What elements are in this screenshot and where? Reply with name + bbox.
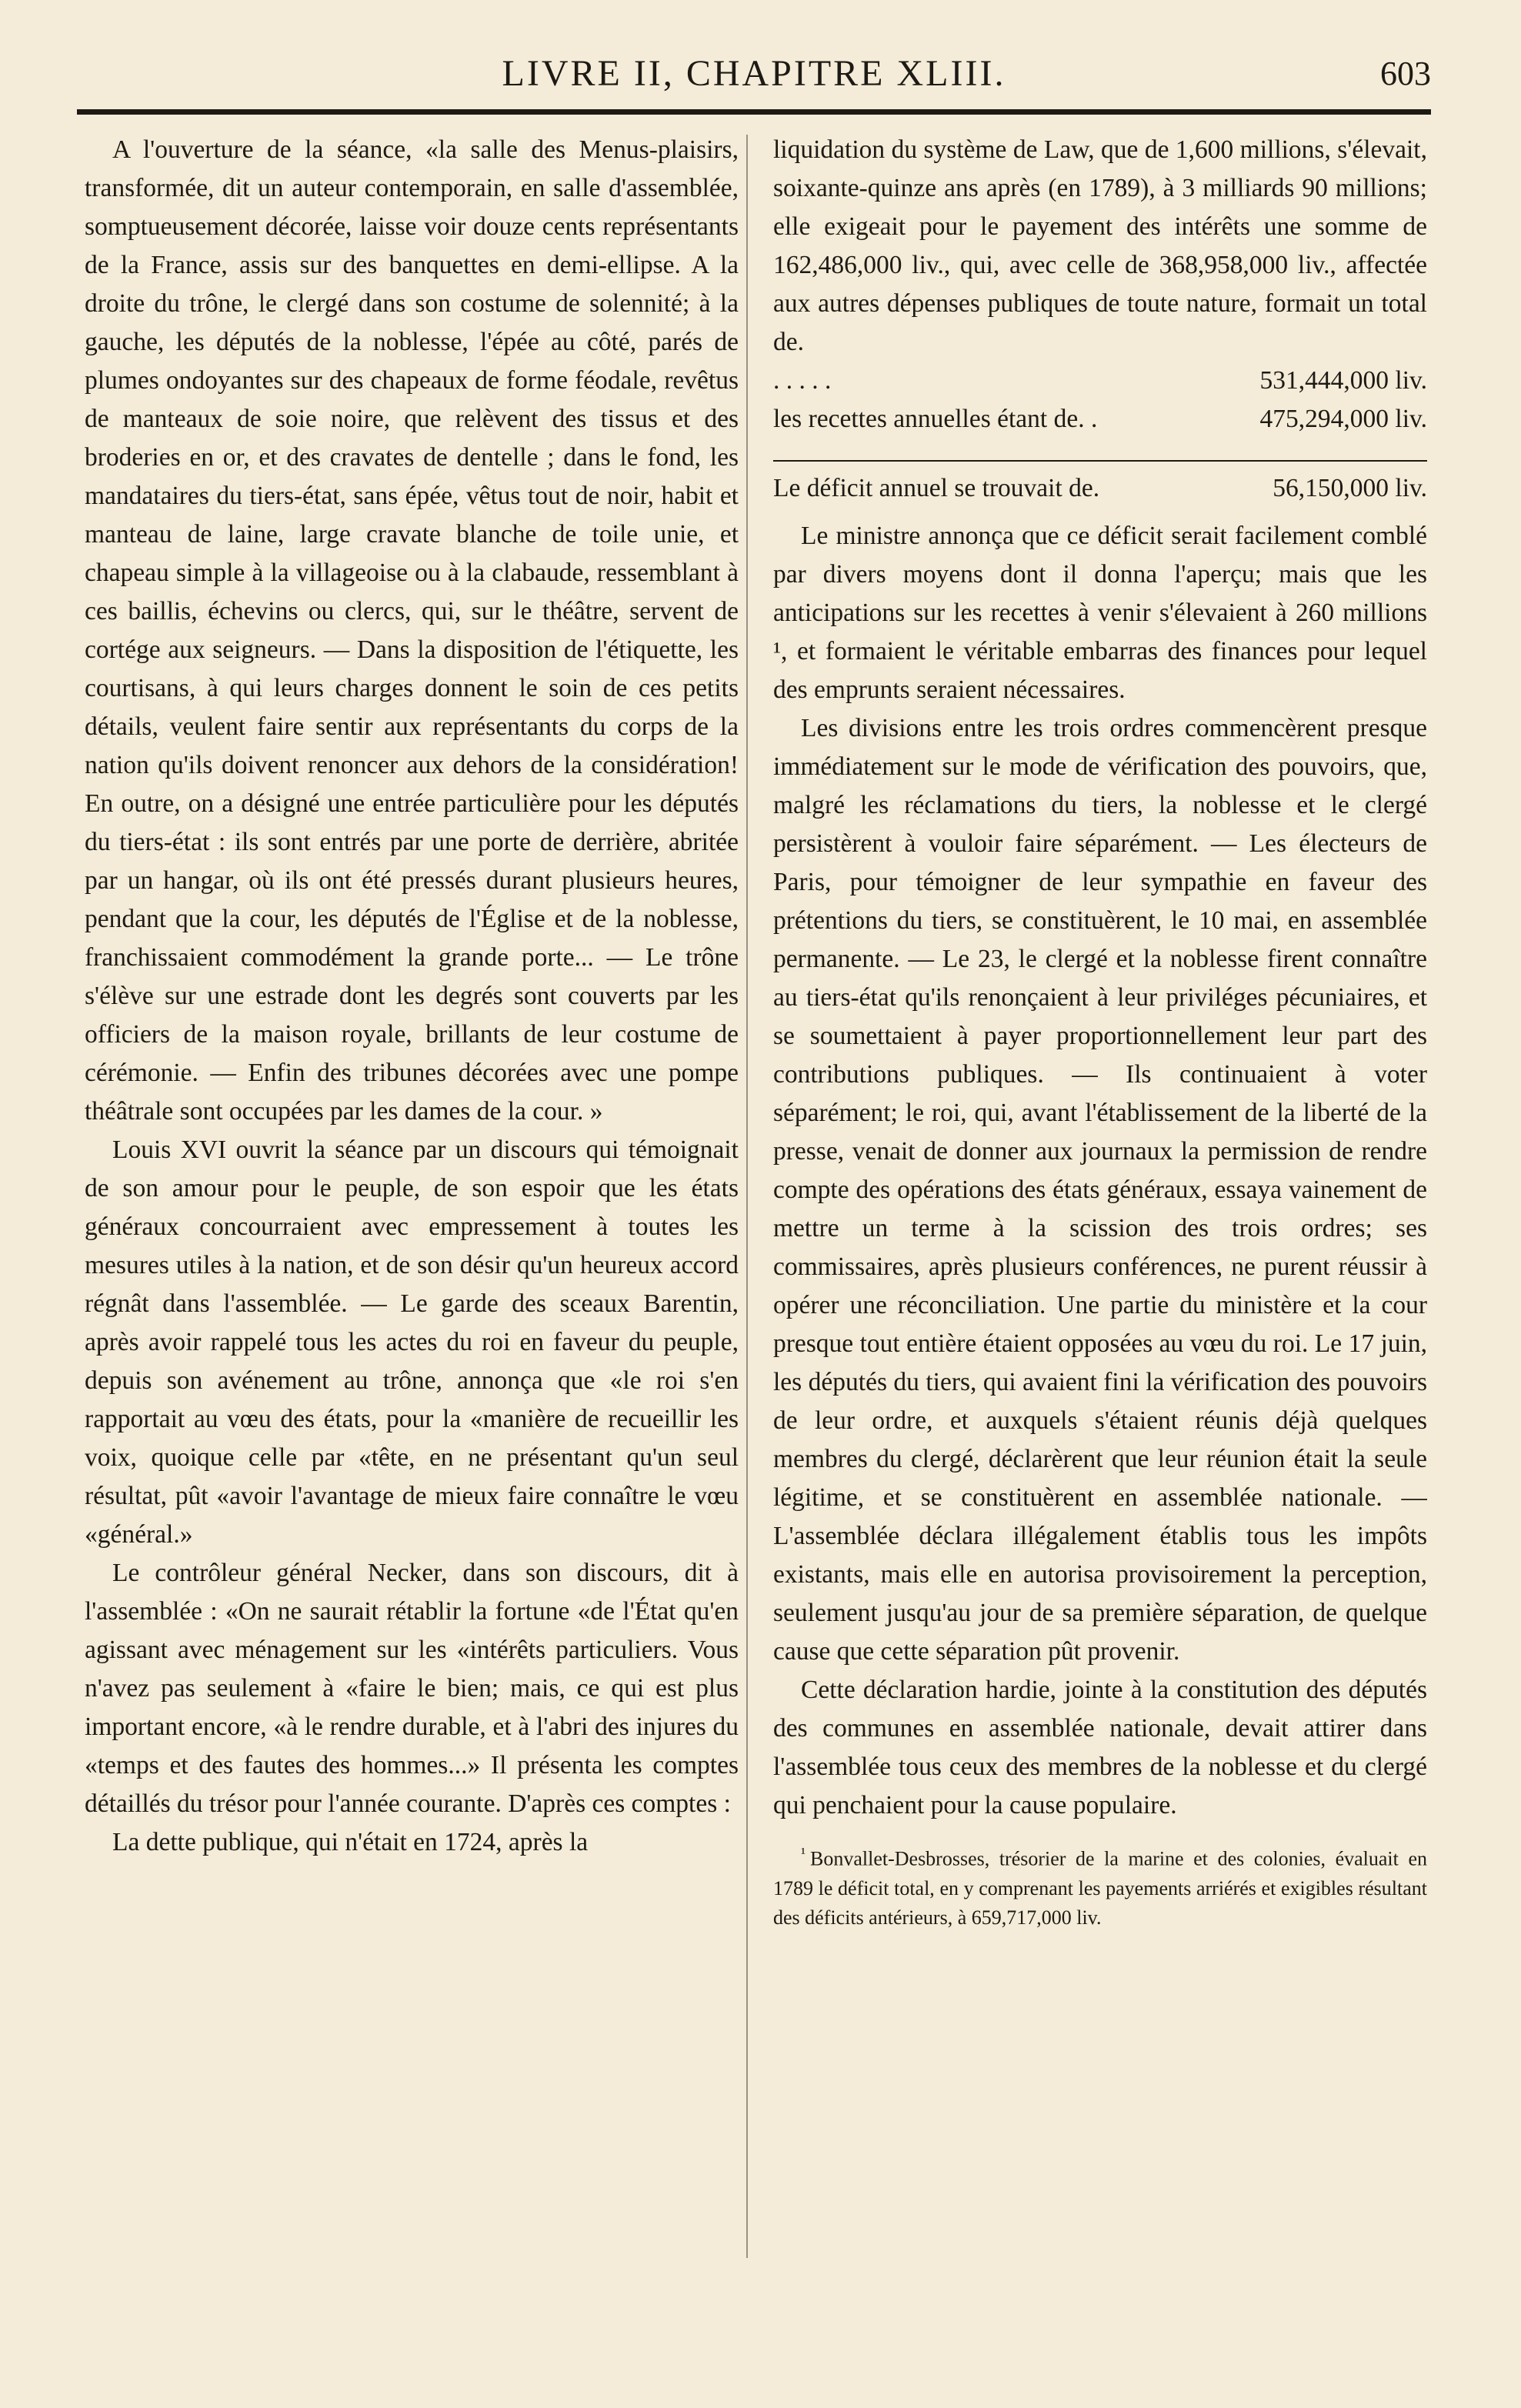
deficit-label: Le déficit annuel se trouvait de. xyxy=(773,474,1100,502)
paragraph: La dette publique, qui n'était en 1724, après la xyxy=(112,1828,589,1856)
accounts-table xyxy=(773,362,1427,508)
footnote-mark: ¹ xyxy=(801,1845,806,1862)
account-amount: 531,444,000 liv. xyxy=(1259,366,1427,395)
account-row xyxy=(773,400,1427,439)
account-row xyxy=(773,362,1427,400)
paragraph: Les divisions entre les trois ordres commencèrent presque immédiatement sur le mode de vérification des pouvoirs, que, malgré les réclamations du tiers, la noblesse et le clergé persistèrent à vouloir faire séparément. — Les électeurs de Paris, pour témoigner de leur sympathie en faveur des prétentions du tiers, se constituèrent, le 10 mai, en assemblée permanente. — Le 23, le clergé et la noblesse firent connaître au tiers-état qu'ils renonçaient à leur priviléges pécuniaires, et se soumettaient à payer proportionnellement leur part des contributions publiques. — Ils continuaient à voter séparément; le roi, qui, avant l'établissement de la liberté de la presse, venait de donner aux journaux la permission de rendre compte des opérations des états généraux, essaya vainement de mettre un terme à la scission des trois ordres; ses commissaires, après plusieurs conférences, ne purent réussir à opérer une réconciliation. Une partie du ministère et la cour presque tout entière étaient opposées au vœu du roi. Le 17 juin, les députés du tiers, qui avaient fini la vérification des pouvoirs de leur ordre, et auxquels s'étaient réunis déjà quelques membres du clergé, déclarèrent que leur réunion était la seule légitime, et se constituèrent en assemblée nationale. — L'assemblée déclara illégalement établis tous les impôts existants, mais elle en autorisa provisoirement la perception, seulement jusqu'au jour de sa première séparation, de quelque cause que cette séparation pût provenir. xyxy=(773,714,1427,1666)
right-column xyxy=(773,131,1427,2285)
left-column xyxy=(85,131,739,2285)
account-label: les recettes annuelles étant de. . xyxy=(773,405,1098,433)
paragraph: Le ministre annonça que ce déficit serait facilement comblé par divers moyens dont il donna l'aperçu; mais que les anticipations sur les recettes à venir s'élevaient à 260 millions ¹, et formaient le véritable embarras des finances pour lequel des emprunts seraient nécessaires. xyxy=(773,522,1427,704)
footnote-text: Bonvallet-Desbrosses, trésorier de la marine et des colonies, évaluait en 1789 le déficit total, en y comprenant les payements arriérés et exigibles résultant des déficits antérieurs, à 659,717,000 liv. xyxy=(773,1847,1427,1929)
paragraph: Cette déclaration hardie, jointe à la constitution des députés des communes en assemblée nationale, devait attirer dans l'assemblée tous ceux des membres de la noblesse et du clergé qui penchaient pour la cause populaire. xyxy=(773,1676,1427,1819)
account-separator xyxy=(773,460,1427,462)
column-divider xyxy=(746,135,748,2258)
footnote xyxy=(773,1839,1427,1933)
header-rule xyxy=(77,109,1431,115)
page-header xyxy=(77,43,1431,105)
paragraph: liquidation du système de Law, que de 1,600 millions, s'élevait, soixante-quinze ans après (en 1789), à 3 milliards 90 millions; elle exigeait pour le payement des intérêts une somme de 162,486,000 liv., qui, avec celle de 368,958,000 liv., affectée aux autres dépenses publiques de toute nature, formait un total de. xyxy=(773,135,1427,356)
account-label: . . . . . xyxy=(773,366,832,395)
paragraph: Le contrôleur général Necker, dans son discours, dit à l'assemblée : «On ne saurait rétablir la fortune «de l'État qu'en agissant avec ménagement sur les «intérêts particuliers. Vous n'avez pas seulement à «faire le bien; mais, ce qui est plus important encore, «à le rendre durable, et à l'abri des injures du «temps et des fautes des hommes...» Il présenta les comptes détaillés du trésor pour l'année courante. D'après ces comptes : xyxy=(85,1559,739,1818)
running-title: LIVRE II, CHAPITRE XLIII. xyxy=(502,53,1006,94)
paragraph: A l'ouverture de la séance, «la salle des Menus-plaisirs, transformée, dit un auteur contemporain, en salle d'assemblée, somptueusement décorée, laisse voir douze cents représentants de la France, assis sur des banquettes en demi-ellipse. A la droite du trône, le clergé dans son costume de solennité; à la gauche, les députés de la noblesse, l'épée au côté, parés de plumes ondoyantes sur des chapeaux de forme féodale, revêtus de manteaux de soie noire, que relèvent des tissus et des broderies en or, et des cravates de dentelle ; dans le fond, les mandataires du tiers-état, sans épée, vêtus tout de noir, habit et manteau de laine, large cravate blanche de toile unie, et chapeau simple à la villageoise ou à la clabaude, ressemblant à ces baillis, échevins ou clercs, qui, sur le théâtre, servent de cortége aux seigneurs. — Dans la disposition de l'étiquette, les courtisans, à qui leurs charges donnent le soin de ces petits détails, veulent faire sentir aux représentants du corps de la nation qu'ils doivent renoncer aux dehors de la considération! En outre, on a désigné une entrée particulière pour les députés du tiers-état : ils sont entrés par une porte de derrière, abritée par un hangar, où ils ont été pressés durant plusieurs heures, pendant que la cour, les députés de l'Église et de la noblesse, franchissaient commodément la grande porte... — Le trône s'élève sur une estrade dont les degrés sont couverts par les officiers de la maison royale, brillants de leur costume de cérémonie. — Enfin des tribunes décorées avec une pompe théâtrale sont occupées par les dames de la cour. » xyxy=(85,135,739,1126)
deficit-amount: 56,150,000 liv. xyxy=(1273,474,1427,502)
deficit-row xyxy=(773,469,1427,508)
account-amount: 475,294,000 liv. xyxy=(1259,405,1427,433)
page-number: 603 xyxy=(1380,55,1431,92)
paragraph: Louis XVI ouvrit la séance par un discours qui témoignait de son amour pour le peuple, de son espoir que les états généraux concourraient avec empressement à toutes les mesures utiles à la nation, et de son désir qu'un heureux accord régnât dans l'assemblée. — Le garde des sceaux Barentin, après avoir rappelé tous les actes du roi en faveur du peuple, depuis son avénement au trône, annonça que «le roi s'en rapportait au vœu des états, pour la «manière de recueillir les voix, quoique celle par «tête, en ne présentant qu'un seul résultat, pût «avoir l'avantage de mieux faire connaître le vœu «général.» xyxy=(85,1136,739,1549)
